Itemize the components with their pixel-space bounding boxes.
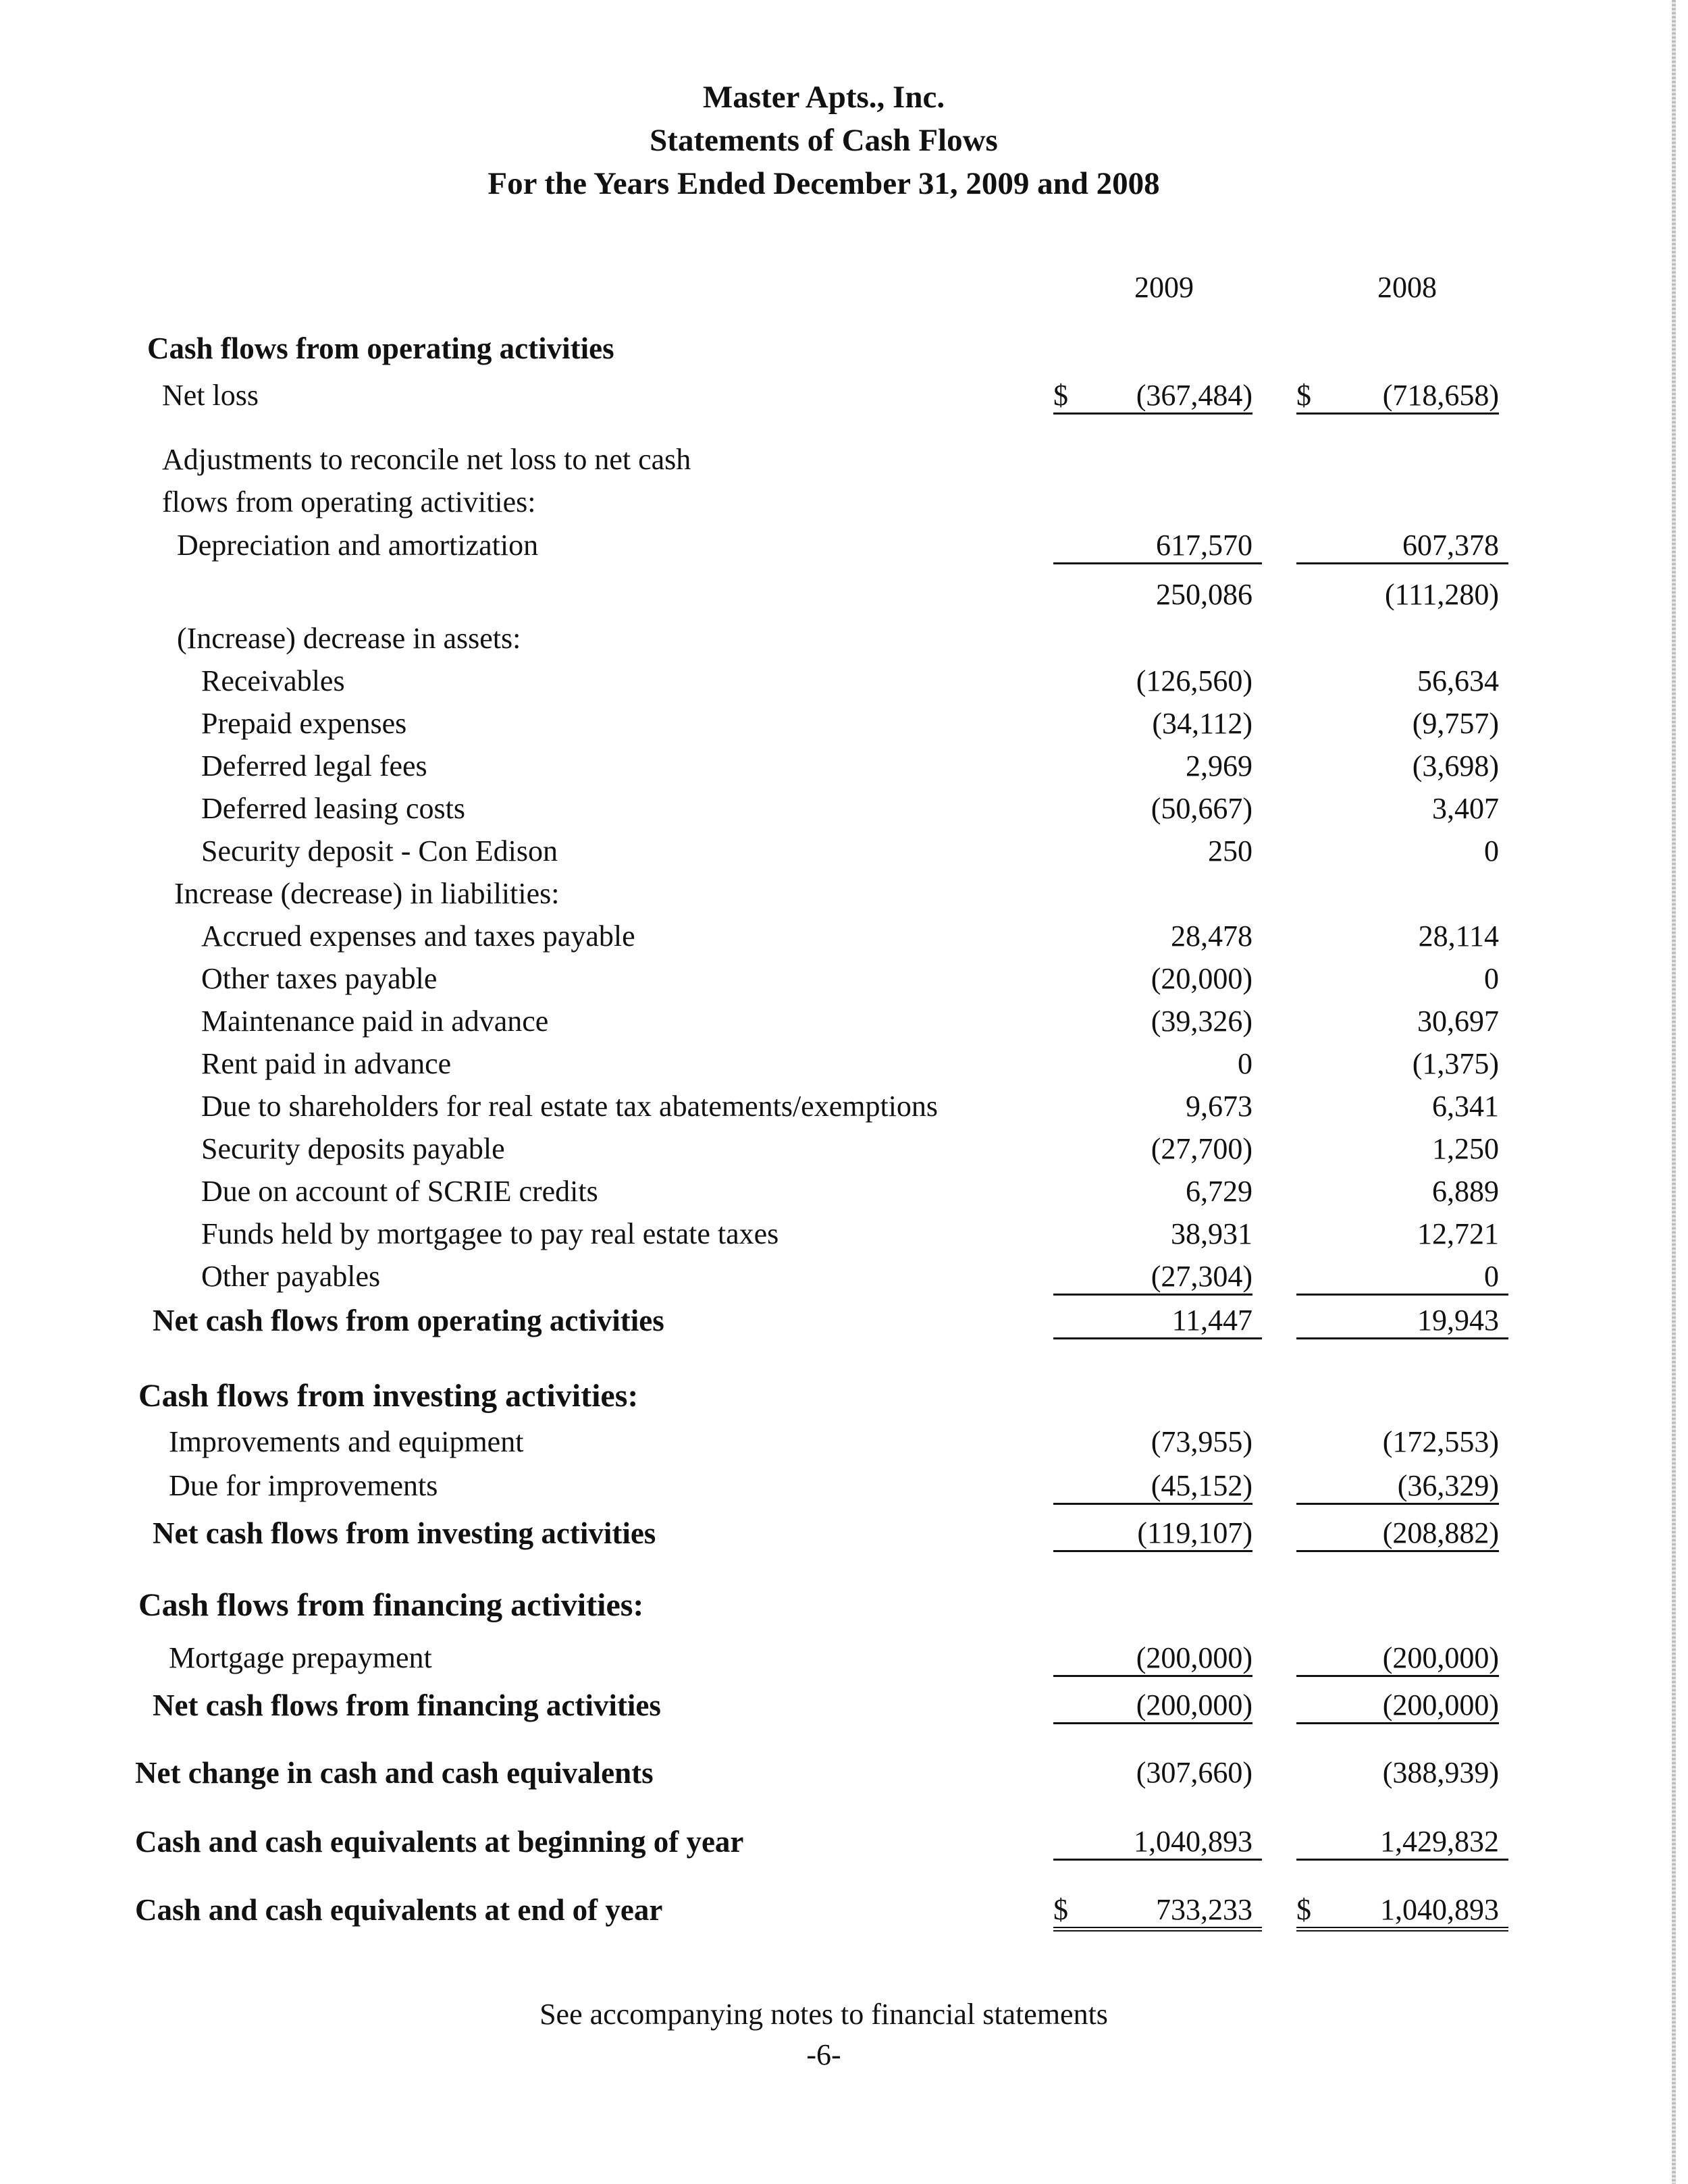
table-row	[0, 961, 1647, 1002]
table-row	[0, 1004, 1647, 1044]
row-label: Prepaid expenses	[201, 707, 407, 740]
value-2008: 30,697	[1417, 1005, 1499, 1038]
row-label: Receivables	[201, 664, 345, 697]
row-label: Net cash flows from financing activities	[153, 1688, 661, 1722]
row-label: Net change in cash and cash equivalents	[135, 1756, 654, 1790]
value-2009: (307,660)	[1136, 1756, 1252, 1789]
table-row	[0, 834, 1647, 874]
row-label: Depreciation and amortization	[177, 529, 539, 562]
table-row	[0, 919, 1647, 959]
table-row-ending-cash	[0, 1892, 1647, 1933]
value-2008: 0	[1296, 1259, 1508, 1296]
investing-heading-row	[0, 1377, 1647, 1418]
table-row-net-change	[0, 1755, 1647, 1796]
table-row	[0, 1259, 1647, 1300]
value-2009: (119,107)	[1053, 1516, 1252, 1552]
table-row	[0, 1641, 1647, 1681]
row-label: Due for improvements	[169, 1469, 438, 1502]
row-label: Net loss	[162, 379, 259, 412]
value-2008: (111,280)	[1384, 578, 1499, 611]
value-2008: 19,943	[1296, 1303, 1508, 1339]
table-row	[0, 791, 1647, 832]
row-label: Other payables	[201, 1260, 381, 1293]
value-2009: $ (367,484)	[1053, 378, 1252, 415]
table-row-net-investing	[0, 1516, 1647, 1556]
row-label: Net cash flows from operating activities	[153, 1304, 664, 1337]
value-2009: (20,000)	[1151, 962, 1252, 995]
scan-edge	[1672, 0, 1676, 2184]
value-2008: (1,375)	[1412, 1047, 1499, 1080]
subsection-heading-assets: (Increase) decrease in assets:	[177, 622, 521, 655]
value-2009: (200,000)	[1053, 1688, 1252, 1724]
value-2008: 1,250	[1432, 1132, 1499, 1165]
value-2009: 617,570	[1053, 528, 1262, 564]
value-2009: (73,955)	[1151, 1425, 1252, 1458]
value-2009: 11,447	[1053, 1303, 1262, 1339]
value-2008: (200,000)	[1296, 1688, 1499, 1724]
table-row-beginning-cash	[0, 1824, 1647, 1865]
table-row-net-financing	[0, 1688, 1647, 1728]
row-label: Maintenance paid in advance	[201, 1005, 549, 1038]
value-2008: (9,757)	[1412, 707, 1499, 740]
adjustments-label-row-1	[0, 442, 1647, 483]
row-label: Other taxes payable	[201, 962, 438, 995]
footer-note: See accompanying notes to financial statements	[539, 1998, 1108, 2031]
value-2009: (126,560)	[1136, 664, 1252, 697]
table-row	[0, 1131, 1647, 1172]
table-row-net-loss	[0, 378, 1647, 419]
table-row	[0, 1217, 1647, 1257]
row-label: Due to shareholders for real estate tax abatements/exemptions	[201, 1090, 939, 1123]
value-2008: (388,939)	[1382, 1756, 1499, 1789]
value-2009: (39,326)	[1151, 1005, 1252, 1038]
value-2008: $ 1,040,893	[1296, 1892, 1508, 1932]
value-2008: (200,000)	[1296, 1641, 1499, 1677]
company-name: Master Apts., Inc.	[702, 80, 945, 115]
value-2009: (200,000)	[1053, 1641, 1252, 1677]
section-heading-financing: Cash flows from financing activities:	[138, 1587, 644, 1623]
value-2008: (3,698)	[1412, 749, 1499, 782]
value-2008: (208,882)	[1296, 1516, 1499, 1552]
table-row-net-operating	[0, 1303, 1647, 1343]
value-2009: 28,478	[1171, 920, 1252, 953]
value-2009: 250	[1208, 834, 1252, 868]
statement-title: Statements of Cash Flows	[650, 123, 998, 158]
value-2008: 0	[1484, 962, 1499, 995]
section-heading-operating: Cash flows from operating activities	[147, 331, 614, 365]
table-row	[0, 1089, 1647, 1129]
row-label: Accrued expenses and taxes payable	[201, 920, 635, 953]
value-2009: 250,086	[1156, 578, 1252, 611]
row-label: Funds held by mortgagee to pay real estate taxes	[201, 1217, 779, 1250]
value-2009: (27,304)	[1053, 1259, 1252, 1296]
operating-heading-row	[0, 331, 1647, 371]
value-2009: 1,040,893	[1053, 1824, 1262, 1861]
subsection-heading-liabilities: Increase (decrease) in liabilities:	[174, 877, 560, 910]
value-2008: 0	[1484, 834, 1499, 868]
row-label: Rent paid in advance	[201, 1047, 452, 1080]
adjustments-label-row-2	[0, 485, 1647, 525]
value-2009: $ 733,233	[1053, 1892, 1262, 1932]
value-2008: 607,378	[1296, 528, 1508, 564]
table-row	[0, 706, 1647, 747]
table-row	[0, 749, 1647, 789]
value-2009: 9,673	[1186, 1090, 1252, 1123]
row-label: Deferred legal fees	[201, 749, 427, 782]
row-label: Due on account of SCRIE credits	[201, 1175, 598, 1208]
row-label: Deferred leasing costs	[201, 792, 465, 825]
row-label: Improvements and equipment	[169, 1425, 524, 1458]
table-row	[0, 1046, 1647, 1087]
statement-header	[0, 76, 1647, 205]
section-heading-investing: Cash flows from investing activities:	[138, 1378, 639, 1414]
value-2009: 2,969	[1186, 749, 1252, 782]
value-2009: 6,729	[1186, 1175, 1252, 1208]
value-2009: (27,700)	[1151, 1132, 1252, 1165]
table-row	[0, 664, 1647, 704]
value-2008: 12,721	[1417, 1217, 1499, 1250]
value-2009: (34,112)	[1152, 707, 1252, 740]
value-2008: 1,429,832	[1296, 1824, 1508, 1861]
value-2008: $ (718,658)	[1296, 378, 1499, 415]
table-row	[0, 1174, 1647, 1215]
row-label: Cash and cash equivalents at beginning of year	[135, 1825, 744, 1859]
liabilities-heading-row	[0, 876, 1647, 917]
row-label: Cash and cash equivalents at end of year	[135, 1893, 663, 1927]
table-row-subtotal	[0, 577, 1647, 618]
value-2008: 6,341	[1432, 1090, 1499, 1123]
adjustments-label: flows from operating activities:	[162, 485, 536, 518]
value-2009: 38,931	[1171, 1217, 1252, 1250]
assets-heading-row	[0, 621, 1647, 662]
value-2008: (36,329)	[1296, 1468, 1499, 1505]
row-label: Mortgage prepayment	[169, 1641, 432, 1674]
column-header-2009: 2009	[1134, 271, 1194, 304]
value-2008: (172,553)	[1382, 1425, 1499, 1458]
row-label: Security deposits payable	[201, 1132, 505, 1165]
row-label: Net cash flows from investing activities	[153, 1516, 656, 1550]
page-number: -6-	[806, 2038, 841, 2071]
value-2009: (45,152)	[1053, 1468, 1252, 1505]
adjustments-label: Adjustments to reconcile net loss to net cash	[162, 443, 691, 476]
value-2008: 6,889	[1432, 1175, 1499, 1208]
financing-heading-row	[0, 1587, 1647, 1627]
table-row	[0, 1468, 1647, 1509]
value-2009: 0	[1238, 1047, 1252, 1080]
column-header-2008: 2008	[1377, 271, 1437, 304]
value-2008: 28,114	[1418, 920, 1499, 953]
statement-period: For the Years Ended December 31, 2009 and 2008	[487, 166, 1160, 201]
table-row	[0, 1424, 1647, 1465]
value-2008: 56,634	[1417, 664, 1499, 697]
table-row-depreciation	[0, 528, 1647, 568]
row-label: Security deposit - Con Edison	[201, 834, 558, 868]
value-2009: (50,667)	[1151, 792, 1252, 825]
value-2008: 3,407	[1432, 792, 1499, 825]
